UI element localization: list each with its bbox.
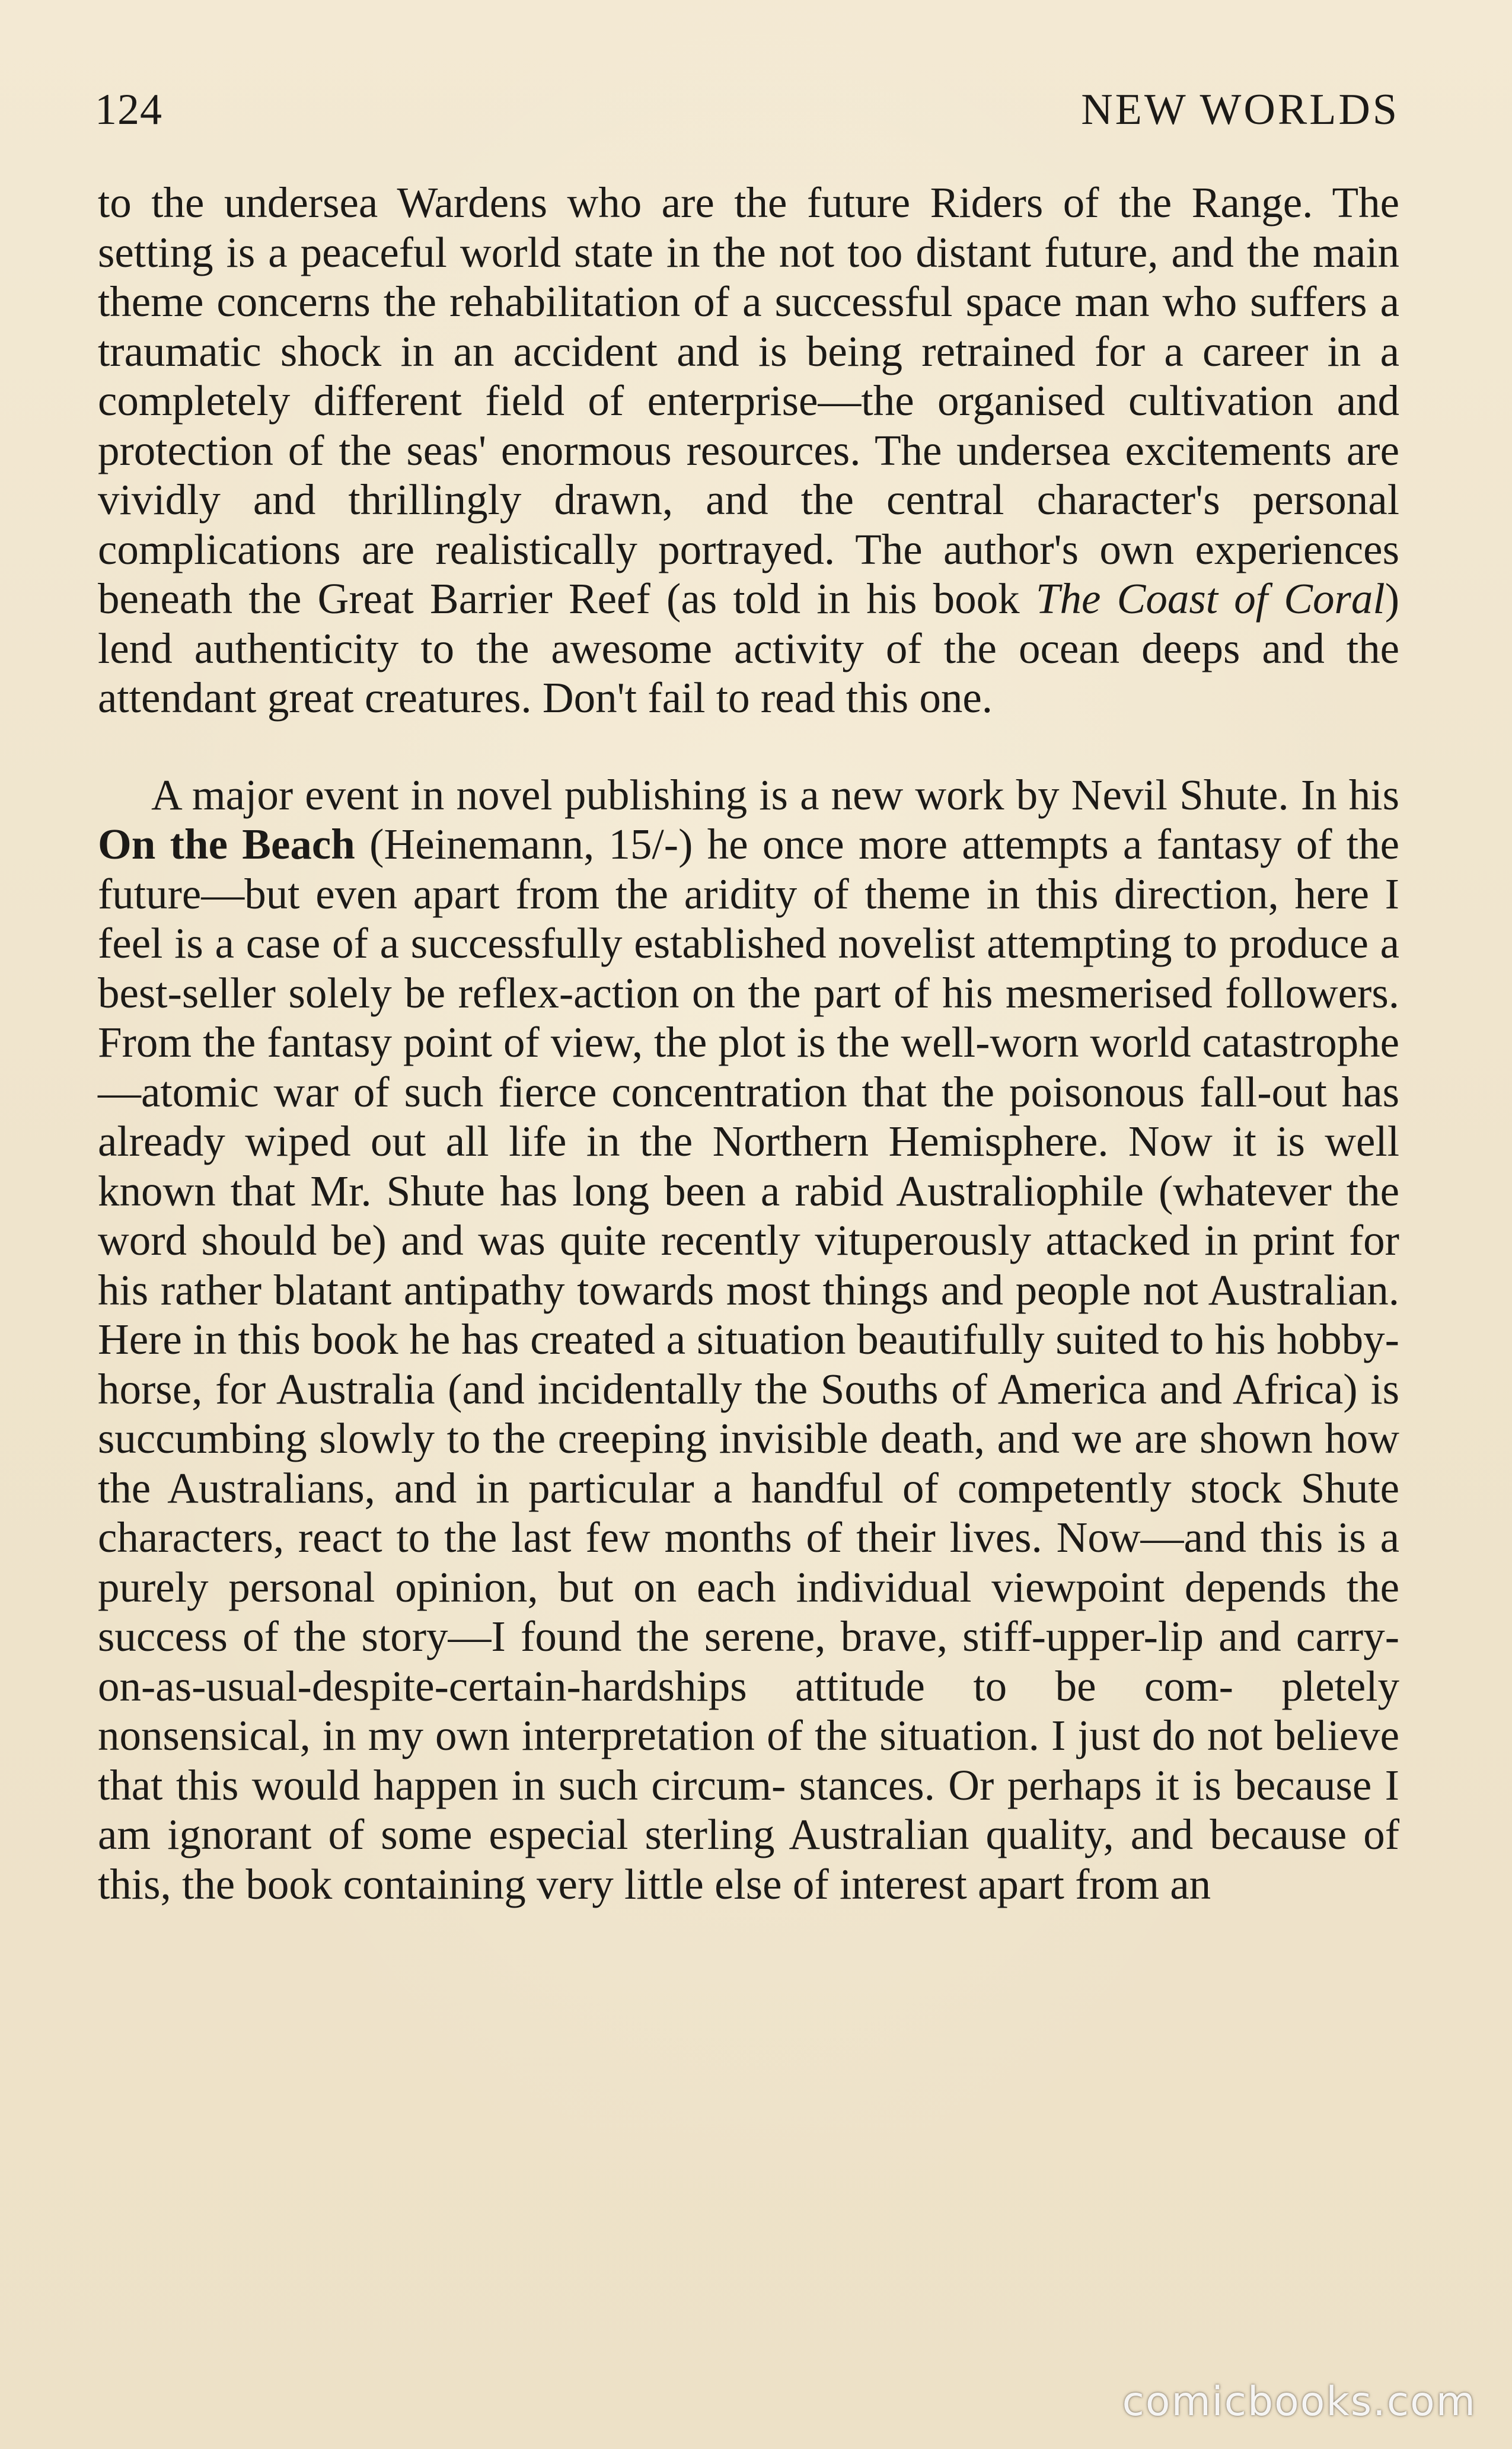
page-header	[95, 83, 1399, 136]
text-line: is succumbing slowly to the creeping invisible death, and we	[98, 1364, 1400, 1462]
text-line: months of their lives. Now—and this is a purely personal	[98, 1513, 1400, 1611]
text-line: accident and is being retrained for a career in a completely	[98, 327, 1399, 425]
text-line: attacked in print for his rather blatant antipathy towards most	[98, 1216, 1399, 1314]
text-line: Australia (and incidentally the Souths of America and Africa)	[276, 1364, 1358, 1413]
text-line: of the story—I found the serene, brave, stiff-upper-lip and	[243, 1612, 1281, 1660]
text-line: things and people not Australian. Here in this book he has	[98, 1265, 1400, 1363]
text-line: protection of the seas' enormous resources. The undersea	[98, 426, 1111, 474]
text-line: opinion, but on each individual viewpoint depends the success	[98, 1562, 1400, 1660]
text-line: especial sterling Australian quality, and because of this, the	[98, 1810, 1400, 1908]
text-line: (as told in his book	[666, 575, 1036, 623]
book-title-coast-of-coral: The Coast of Coral	[1035, 575, 1385, 623]
running-title: NEW WORLDS	[1081, 85, 1399, 134]
text-line: concentration that the poisonous fall-out has already wiped	[98, 1067, 1399, 1165]
text-line: excitements are vividly and thrillingly drawn, and the central	[98, 426, 1399, 524]
text-line: stances. Or perhaps it is because I am ignorant of some	[98, 1761, 1399, 1858]
text-line: the word should be) and was quite recently vituperously	[98, 1166, 1399, 1264]
text-line: followers. From the fantasy point of view, the plot is the	[98, 968, 1399, 1066]
text-line: distant future, and the main theme concerns the rehabilitation	[98, 228, 1399, 326]
text-line: successfully established novelist attempting to produce a	[410, 919, 1400, 967]
text-line: are shown how the Australians, and in particular a handful of	[98, 1414, 1400, 1512]
paragraph-review-on-the-beach	[98, 770, 1399, 1909]
text-line: created a situation beautifully suited to his hobby-horse, for	[98, 1315, 1399, 1413]
text-line: Shute. In his	[1179, 770, 1399, 819]
text-line: attempts a fantasy of the future—but even apart from the	[98, 820, 1399, 918]
text-line: book containing very little else of interest apart from an	[245, 1860, 1211, 1908]
text-line: Range. The setting is a peaceful world state in the not too	[98, 178, 1400, 276]
text-line: The author's own experiences beneath the Great Barrier Reef	[98, 525, 1399, 623]
text-line: (Heinemann, 15/-) he once more	[355, 820, 948, 868]
text-line: the awesome activity of the ocean deeps and the attendant	[98, 624, 1400, 722]
text-line: great creatures. Don't fail to read this one.	[267, 674, 993, 722]
text-line: best-seller solely be reflex-action on the part of his mesmerised	[98, 968, 1213, 1017]
text-line: ) lend authenticity to	[98, 575, 1399, 672]
text-line: carry-on-as-usual-despite-certain-hardships attitude to be com-	[98, 1612, 1400, 1710]
text-line: character's personal complications are realistically portrayed.	[98, 476, 1399, 573]
text-line: well-worn world catastrophe—atomic war of such fierce	[98, 1018, 1400, 1116]
text-line: different field of enterprise—the organised cultivation and	[313, 377, 1399, 425]
text-line: pletely nonsensical, in my own interpretation of the situation.	[98, 1662, 1400, 1759]
text-line: to the undersea Wardens who are the future Riders of the	[98, 178, 1172, 227]
text-line: aridity of theme in this direction, here I feel is a case of a	[98, 869, 1399, 967]
site-watermark: comicbooks.com	[1122, 2378, 1476, 2425]
text-line: of a successful space man who suffers a traumatic shock in an	[98, 278, 1399, 375]
paragraph-review-coast	[98, 178, 1399, 723]
page-number: 124	[95, 85, 162, 134]
book-title-on-the-beach: On the Beach	[98, 820, 355, 868]
text-line: I just do not believe that this would happen in such circum-	[98, 1711, 1399, 1809]
text-line: out all life in the Northern Hemisphere. Now it is well known	[98, 1117, 1399, 1215]
text-line: A major event in novel publishing is a new work by Nevil	[151, 770, 1168, 819]
article-body	[98, 178, 1399, 1909]
text-line: that Mr. Shute has long been a rabid Australiophile (whatever	[230, 1166, 1332, 1215]
text-line: competently stock Shute characters, react to the last few	[98, 1463, 1399, 1561]
